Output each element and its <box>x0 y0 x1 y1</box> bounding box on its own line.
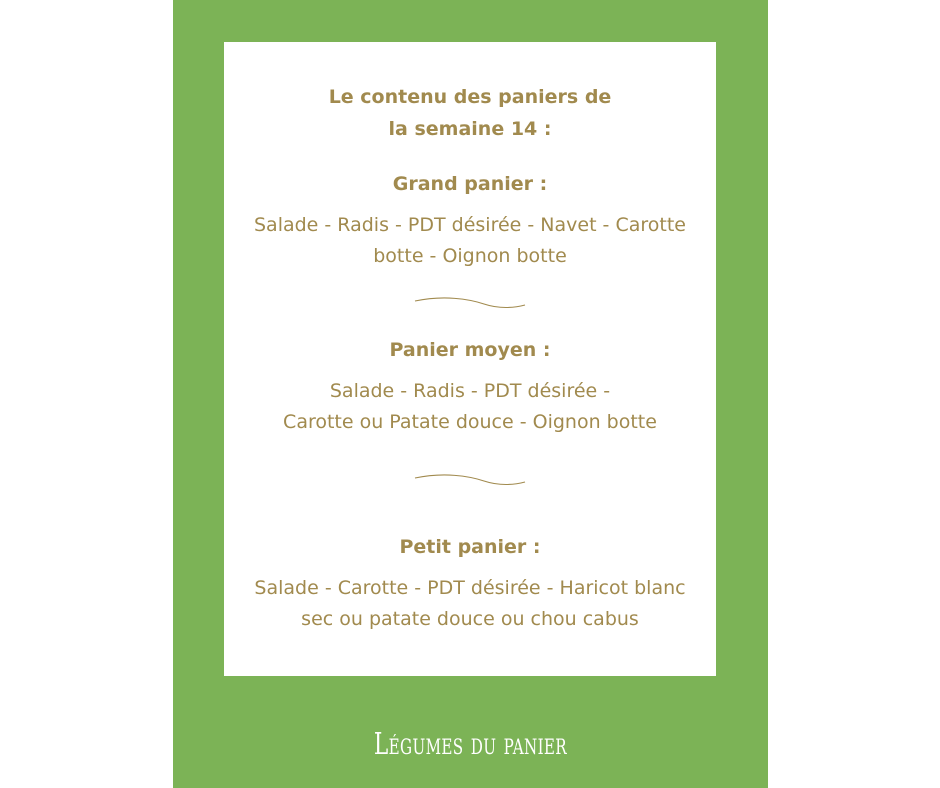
petit-panier-line-1: Salade - Carotte - PDT désirée - Haricot blanc <box>254 577 686 599</box>
footer-title: Légumes du panier <box>373 727 568 762</box>
petit-panier-line-2: sec ou patate douce ou chou cabus <box>301 608 639 630</box>
petit-panier-heading: Petit panier : <box>399 536 541 558</box>
panier-moyen-heading: Panier moyen : <box>389 339 551 361</box>
basket-contents-card <box>224 42 716 676</box>
grand-panier-line-1: Salade - Radis - PDT désirée - Navet - Carotte <box>254 214 686 236</box>
grand-panier-heading: Grand panier : <box>392 173 548 195</box>
grand-panier-line-2: botte - Oignon botte <box>373 245 567 267</box>
card-title-line-2: la semaine 14 : <box>388 118 552 140</box>
panier-moyen-line-1: Salade - Radis - PDT désirée - <box>329 380 611 402</box>
wavy-line-icon <box>414 474 526 488</box>
panier-moyen-line-2: Carotte ou Patate douce - Oignon botte <box>283 411 657 433</box>
wavy-line-icon <box>414 297 526 311</box>
card-title-line-1: Le contenu des paniers de <box>328 86 612 108</box>
